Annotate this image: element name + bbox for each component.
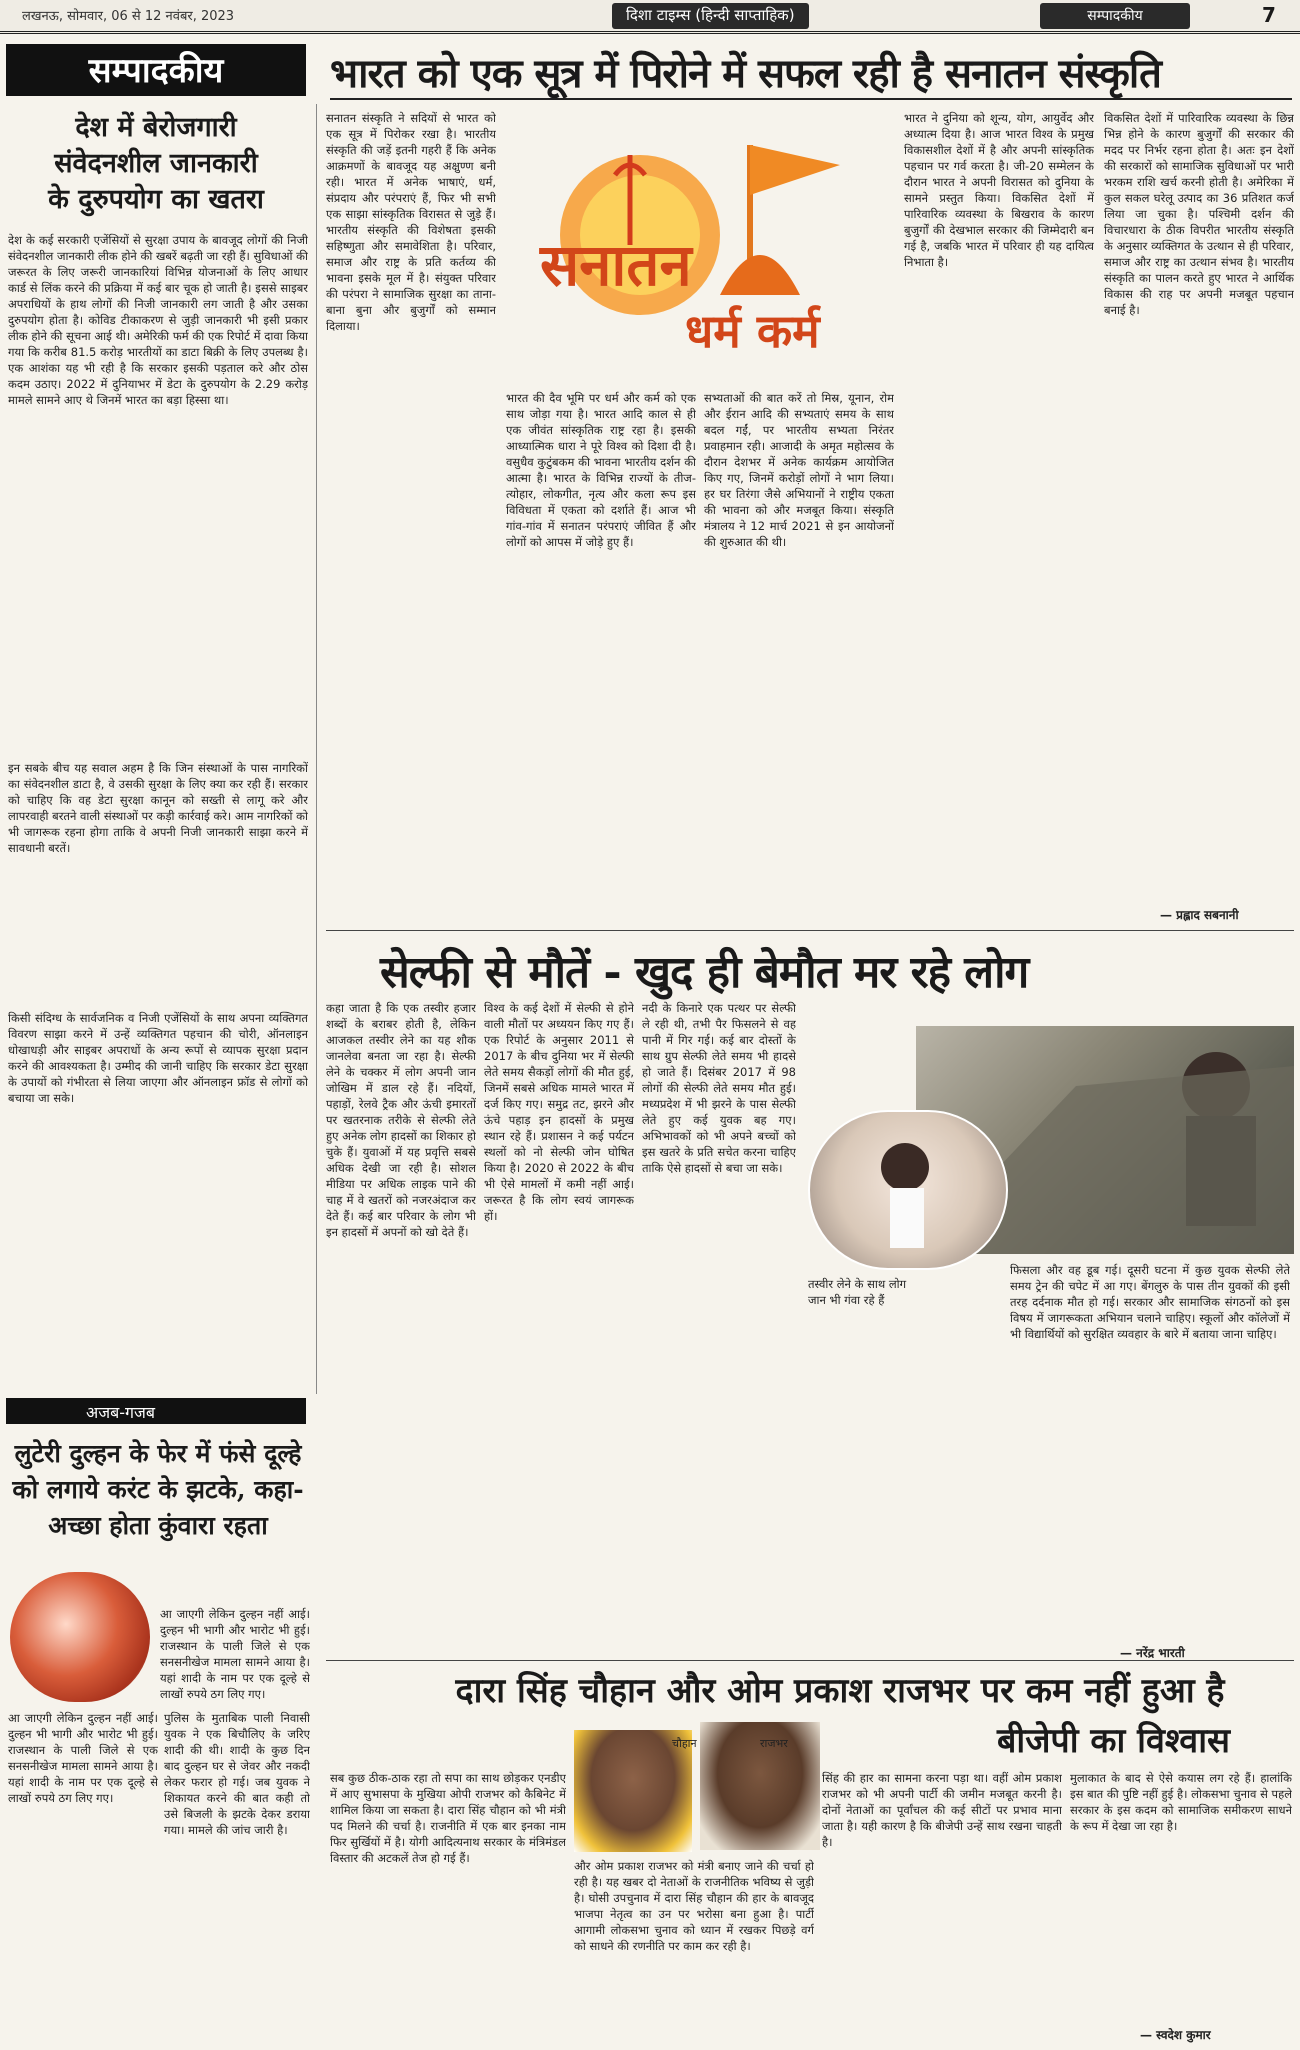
sanatan-col-1: सनातन संस्कृति ने सदियों से भारत को एक सूत्र में पिरोकर रखा है। भारतीय संस्कृति की जड़ें इतनी गहरी हैं कि अनेक आक्रमणों के बावजूद यह अक्षुण्ण बनी रही। भारत में अनेक भाषाएं, धर्म, संप्रदाय और परंपराएं हैं, फिर भी सभी एक साझा सांस्कृतिक विरासत से जुड़े हैं। भारतीय संस्कृति की विशेषता इसकी सहिष्णुता और समावेशिता है। परिवार, समाज और राष्ट्र के प्रति कर्तव्य की भावना इसके मूल में है। संयुक्त परिवार की परंपरा ने सामाजिक सुरक्षा का ताना-बाना बुना और बुजुर्गों को सम्मान दिलाया। bbox=[326, 111, 496, 333]
sanatan-col-3: सभ्यताओं की बात करें तो मिस्र, यूनान, रोम और ईरान आदि की सभ्यताएं समय के साथ बदल गईं, पर भारतीय सभ्यता निरंतर प्रवाहमान रही। आजादी के अमृत महोत्सव के दौरान देशभर में अनेक कार्यक्रम आयोजित किए गए, जिनमें करोड़ों लोगों ने भाग लिया। हर घर तिरंगा जैसे अभियानों ने राष्ट्रीय एकता की भावना को और मजबूत किया। संस्कृति मंत्रालय ने 12 मार्च 2021 से इन आयोजनों की शुरुआत की थी। bbox=[704, 391, 894, 549]
bjp-col-3: सिंह की हार का सामना करना पड़ा था। वहीं ओम प्रकाश राजभर को भी अपनी पार्टी की जमीन मजबूत करनी है। दोनों नेताओं का पूर्वांचल की कई सीटों पर प्रभाव माना जाता है। यही कारण है कि बीजेपी उन्हें साथ रखना चाहती है। bbox=[822, 1771, 1062, 1849]
bjp-author: — स्वदेश कुमार bbox=[1140, 2028, 1211, 2042]
editorial-body-3: किसी संदिग्ध के सार्वजनिक व निजी एजेंसियों के साथ अपना व्यक्तिगत विवरण साझा करने में उन्हें व्यक्तिगत पहचान की चोरी, ऑनलाइन धोखाधड़ी और साइबर अपराधों के अन्य रूपों से व्यापक सुरक्षा प्रदान करने की आवश्यकता है। उम्मीद की जानी चाहिए कि सरकार डेटा सुरक्षा के उपायों को गंभीरता से लिया जाएगा और ऑनलाइन फ्रॉड से लोगों को बचाया जा सके। bbox=[8, 1011, 308, 1105]
ajab-body-2: पुलिस के मुताबिक पाली निवासी युवक ने एक बिचौलिए के जरिए शादी की थी। शादी के कुछ दिन बाद दुल्हन घर से जेवर और नकदी लेकर फरार हो गई। जब युवक ने शिकायत करने की बात कही तो उसे बिजली के झटके देकर डराया गया। मामले की जांच जारी है। bbox=[164, 1711, 310, 1837]
bjp-headline-line2: बीजेपी का विश्वास bbox=[996, 1721, 1230, 1761]
bjp-caption-1: चौहान bbox=[672, 1737, 697, 1750]
sanatan-logo-svg bbox=[520, 125, 890, 365]
selfie-girl-photo bbox=[808, 1110, 1008, 1270]
editorial-headline-line3: के दुरुपयोग का खतरा bbox=[48, 184, 264, 215]
sanatan-word-1: सनातन bbox=[540, 231, 692, 299]
dateline: लखनऊ, सोमवार, 06 से 12 नवंबर, 2023 bbox=[22, 9, 235, 24]
sanatan-col-5: विकसित देशों में पारिवारिक व्यवस्था के छिन्न भिन्न होने के कारण बुजुर्गों की सरकार की मदद पर निर्भर रहना होता है। अतः इन देशों की सरकारों को सामाजिक सुविधाओं पर भारी भरकम राशि खर्च करनी होती है। अमेरिका में कुल सकल घरेलू उत्पाद का 36 प्रतिशत कर्ज लिया जा चुका है। पश्चिमी दर्शन की विचारधारा के ठीक विपरीत भारतीय संस्कृति के अनुसार व्यक्तिगत के उत्थान से ही परिवार, समाज और राष्ट्र का उत्थान संभव है। भारतीय संस्कृति का पालन करते हुए भारत ने आर्थिक विकास की राह पर अपनी मजबूत पहचान बनाई है। bbox=[1104, 111, 1294, 317]
selfie-col-3: नदी के किनारे एक पत्थर पर सेल्फी ले रही थी, तभी पैर फिसलने से वह पानी में गिर गई। कई बार दोस्तों के साथ ग्रुप सेल्फी लेते समय भी हादसे हो जाते हैं। दिसंबर 2017 में 98 लोगों की सेल्फी लेते समय मौत हुई। मध्यप्रदेश में भी झरने के पास सेल्फी लेते हुए कई युवक बह गए। अभिभावकों को भी अपने बच्चों को इस खतरे के प्रति सचेत करना चाहिए ताकि ऐसे हादसों से बचा जा सके। bbox=[642, 1001, 796, 1175]
selfie-col-4: फिसला और वह डूब गई। दूसरी घटना में कुछ युवक सेल्फी लेते समय ट्रेन की चपेट में आ गए। बेंगलुरु के पास तीन युवकों की इसी तरह दर्दनाक मौत हो गई। सरकार और सामाजिक संगठनों को इस विषय में जागरूकता अभियान चलाने चाहिए। स्कूलों और कॉलेजों में भी विद्यार्थियों को सुरक्षित व्यवहार के बारे में बताया जाना चाहिए। bbox=[1010, 1263, 1290, 1341]
ajab-body-1: आ जाएगी लेकिन दुल्हन नहीं आई। दुल्हन भी भागी और भारोट भी हुई। राजस्थान के पाली जिले से एक सनसनीखेज मामला सामने आया है। यहां शादी के नाम पर एक दूल्हे से लाखों रुपये ठग लिए गए। bbox=[160, 1607, 310, 1701]
ajab-body-2a: आ जाएगी लेकिन दुल्हन नहीं आई। दुल्हन भी भागी और भारोट भी हुई। राजस्थान के पाली जिले से एक सनसनीखेज मामला सामने आया है। यहां शादी के नाम पर एक दूल्हे से लाखों रुपये ठग लिए गए। bbox=[8, 1711, 158, 1805]
bride-image bbox=[10, 1572, 150, 1702]
editorial-body-2: इन सबके बीच यह सवाल अहम है कि जिन संस्थाओं के पास नागरिकों का संवेदनशील डाटा है, वे उसकी सुरक्षा के लिए क्या कर रही हैं। सरकार को चाहिए कि वह डेटा सुरक्षा कानून को सख्ती से लागू करे और लापरवाही बरतने वाली संस्थाओं पर कड़ी कार्रवाई करे। आम नागरिकों को भी जागरूक रहना होगा ताकि वे अपनी निजी जानकारी साझा करने में सावधानी बरतें। bbox=[8, 761, 308, 855]
selfie-author: — नरेंद्र भारती bbox=[1120, 1646, 1185, 1660]
column-divider bbox=[316, 104, 317, 1394]
bjp-col-4: मुलाकात के बाद से ऐसे कयास लग रहे हैं। हालांकि इस बात की पुष्टि नहीं हुई है। लोकसभा चुनाव से पहले सरकार के इस कदम को सामाजिक समीकरण साधने के रूप में देखा जा रहा है। bbox=[1070, 1771, 1292, 1833]
bjp-headline bbox=[390, 1666, 1290, 1766]
selfie-headline: सेल्फी से मौतें - खुद ही बेमौत मर रहे लोग bbox=[380, 947, 1029, 998]
section-label: सम्पादकीय bbox=[1040, 3, 1190, 29]
sanatan-author: — प्रह्लाद सबनानी bbox=[1160, 908, 1239, 922]
bjp-caption-2: राजभर bbox=[760, 1737, 788, 1750]
section-rule-1 bbox=[326, 930, 1294, 931]
editorial-headline bbox=[6, 110, 306, 218]
sanatan-headline: भारत को एक सूत्र में पिरोने में सफल रही है सनातन संस्कृति bbox=[330, 50, 1161, 97]
selfie-girl-svg bbox=[810, 1112, 1008, 1270]
selfie-col-1: कहा जाता है कि एक तस्वीर हजार शब्दों के बराबर होती है, लेकिन आजकल तस्वीर लेने का यह शौक जानलेवा बनता जा रहा है। सेल्फी लेने के चक्कर में लोग अपनी जान जोखिम में डाल रहे हैं। नदियों, पहाड़ों, रेलवे ट्रैक और ऊंची इमारतों पर खतरनाक तरीके से सेल्फी लेते हुए अनेक लोग हादसों का शिकार हो चुके हैं। युवाओं में यह प्रवृत्ति सबसे अधिक देखी जा रही है। सोशल मीडिया पर अधिक लाइक पाने की चाह में वे खतरों को नजरअंदाज कर देते हैं। कई बार परिवार के लोग भी इन हादसों में अपनों को खो देते हैं। bbox=[326, 1001, 476, 1239]
bjp-col-1: सब कुछ ठीक-ठाक रहा तो सपा का साथ छोड़कर एनडीए में आए सुभासपा के मुखिया ओपी राजभर को कैबिनेट में शामिल किया जा सकता है। दारा सिंह चौहान को भी मंत्री पद मिलने की चर्चा है। राजनीति में एक बार इनका नाम फिर सुर्खियों में है। योगी आदित्यनाथ सरकार के मंत्रिमंडल विस्तार की अटकलें तेज हो गई हैं। bbox=[330, 1771, 566, 1865]
headline-rule bbox=[330, 98, 1292, 100]
section-rule-2 bbox=[326, 1660, 1294, 1661]
bjp-headline-line1: दारा सिंह चौहान और ओम प्रकाश राजभर पर कम नहीं हुआ है bbox=[455, 1671, 1225, 1711]
sanatan-word-2: धर्म कर्म bbox=[685, 304, 820, 358]
ajab-headline: लुटेरी दुल्हन के फेर में फंसे दूल्हे को लगाये करंट के झटके, कहा-अच्छा होता कुंवारा रहता bbox=[12, 1439, 304, 1540]
editorial-banner: सम्पादकीय bbox=[6, 44, 306, 96]
ajab-gajab-bar: अजब-गजब bbox=[6, 1398, 306, 1424]
editorial-headline-line1: देश में बेरोजगारी bbox=[75, 112, 237, 143]
editorial-body-1: देश के कई सरकारी एजेंसियों से सुरक्षा उपाय के बावजूद लोगों की निजी संवेदनशील जानकारी लीक होने की खबरें बढ़ती जा रही हैं। सुविधाओं की जरूरत के लिए जरूरी जानकारियां विभिन्न योजनाओं के लिए आधार कार्ड से लिंक करने की प्रक्रिया में कई बार चूक हो जाती है। इससे साइबर अपराधियों के हाथ लोगों की निजी जानकारी लग जाती है और उसका दुरुपयोग होता है। कोविड टीकाकरण से जुड़ी जानकारी भी इसी प्रकार लीक होने की सूचना आई थी। अमेरिकी फर्म की एक रिपोर्ट में दावा किया गया कि करीब 81.5 करोड़ भारतीयों का डाटा बिक्री के लिए उपलब्ध है। एक आशंका यह भी रही है कि सरकार इसकी पड़ताल करे और ठोस कदम उठाए। 2022 में दुनियाभर में डेटा के दुरुपयोग के 2.29 करोड़ मामले सामने आए थे जिनमें भारत का बड़ा हिस्सा था। bbox=[8, 233, 308, 407]
selfie-col-2: विश्व के कई देशों में सेल्फी से होने वाली मौतों पर अध्ययन किए गए हैं। एक रिपोर्ट के अनुसार 2011 से 2017 के बीच दुनिया भर में सेल्फी लेते समय सैकड़ों लोगों की मौत हुई, जिनमें सबसे अधिक मामले भारत में दर्ज किए गए। समुद्र तट, झरने और ऊंचे पहाड़ इन हादसों के प्रमुख स्थान रहे हैं। प्रशासन ने कई पर्यटन स्थलों को नो सेल्फी जोन घोषित किया है। 2020 से 2022 के बीच भी ऐसे मामलों में कमी नहीं आई। जरूरत है कि लोग स्वयं जागरूक हों। bbox=[484, 1001, 634, 1223]
editorial-headline-line2: संवेदनशील जानकारी bbox=[54, 148, 258, 179]
page-number: 7 bbox=[1262, 3, 1276, 27]
sanatan-col-4: भारत ने दुनिया को शून्य, योग, आयुर्वेद और अध्यात्म दिया है। आज भारत विश्व के प्रमुख विकासशील देशों में है और अपनी सांस्कृतिक पहचान पर गर्व करता है। जी-20 सम्मेलन के दौरान भारत ने अपनी विरासत को दुनिया के सामने प्रस्तुत किया। विकसित देशों में पारिवारिक व्यवस्था के बिखराव के कारण बुजुर्गों की देखभाल सरकार की जिम्मेदारी बन गई है, जबकि भारत में परिवार ही यह दायित्व निभाता है। bbox=[904, 111, 1094, 269]
sanatan-illustration bbox=[520, 125, 890, 365]
selfie-photo-caption: तस्वीर लेने के साथ लोग जान भी गंवा रहे हैं bbox=[808, 1277, 907, 1307]
brand-label: दिशा टाइम्स (हिन्दी साप्ताहिक) bbox=[612, 3, 809, 29]
sanatan-col-2: भारत की दैव भूमि पर धर्म और कर्म को एक साथ जोड़ा गया है। भारत आदि काल से ही एक जीवंत सांस्कृतिक राष्ट्र रहा है। इसकी आध्यात्मिक धारा ने पूरे विश्व को दिशा दी है। वसुधैव कुटुंबकम की भावना भारतीय दर्शन की आत्मा है। भारत के विभिन्न राज्यों के तीज-त्योहार, लोकगीत, नृत्य और कला रूप इस विविधता में एकता को दर्शाते हैं। आज भी गांव-गांव में सनातन परंपराएं जीवित हैं और लोगों को आपस में जोड़े हुए हैं। bbox=[506, 391, 696, 549]
masthead bbox=[0, 0, 1300, 34]
bjp-col-2: और ओम प्रकाश राजभर को मंत्री बनाए जाने की चर्चा हो रही है। यह खबर दो नेताओं के राजनीतिक भविष्य से जुड़ी है। घोसी उपचुनाव में दारा सिंह चौहान की हार के बावजूद भाजपा नेतृत्व का उन पर भरोसा बना हुआ है। पार्टी आगामी लोकसभा चुनाव को ध्यान में रखकर पिछड़े वर्ग को साधने की रणनीति पर काम कर रही है। bbox=[574, 1859, 814, 1953]
